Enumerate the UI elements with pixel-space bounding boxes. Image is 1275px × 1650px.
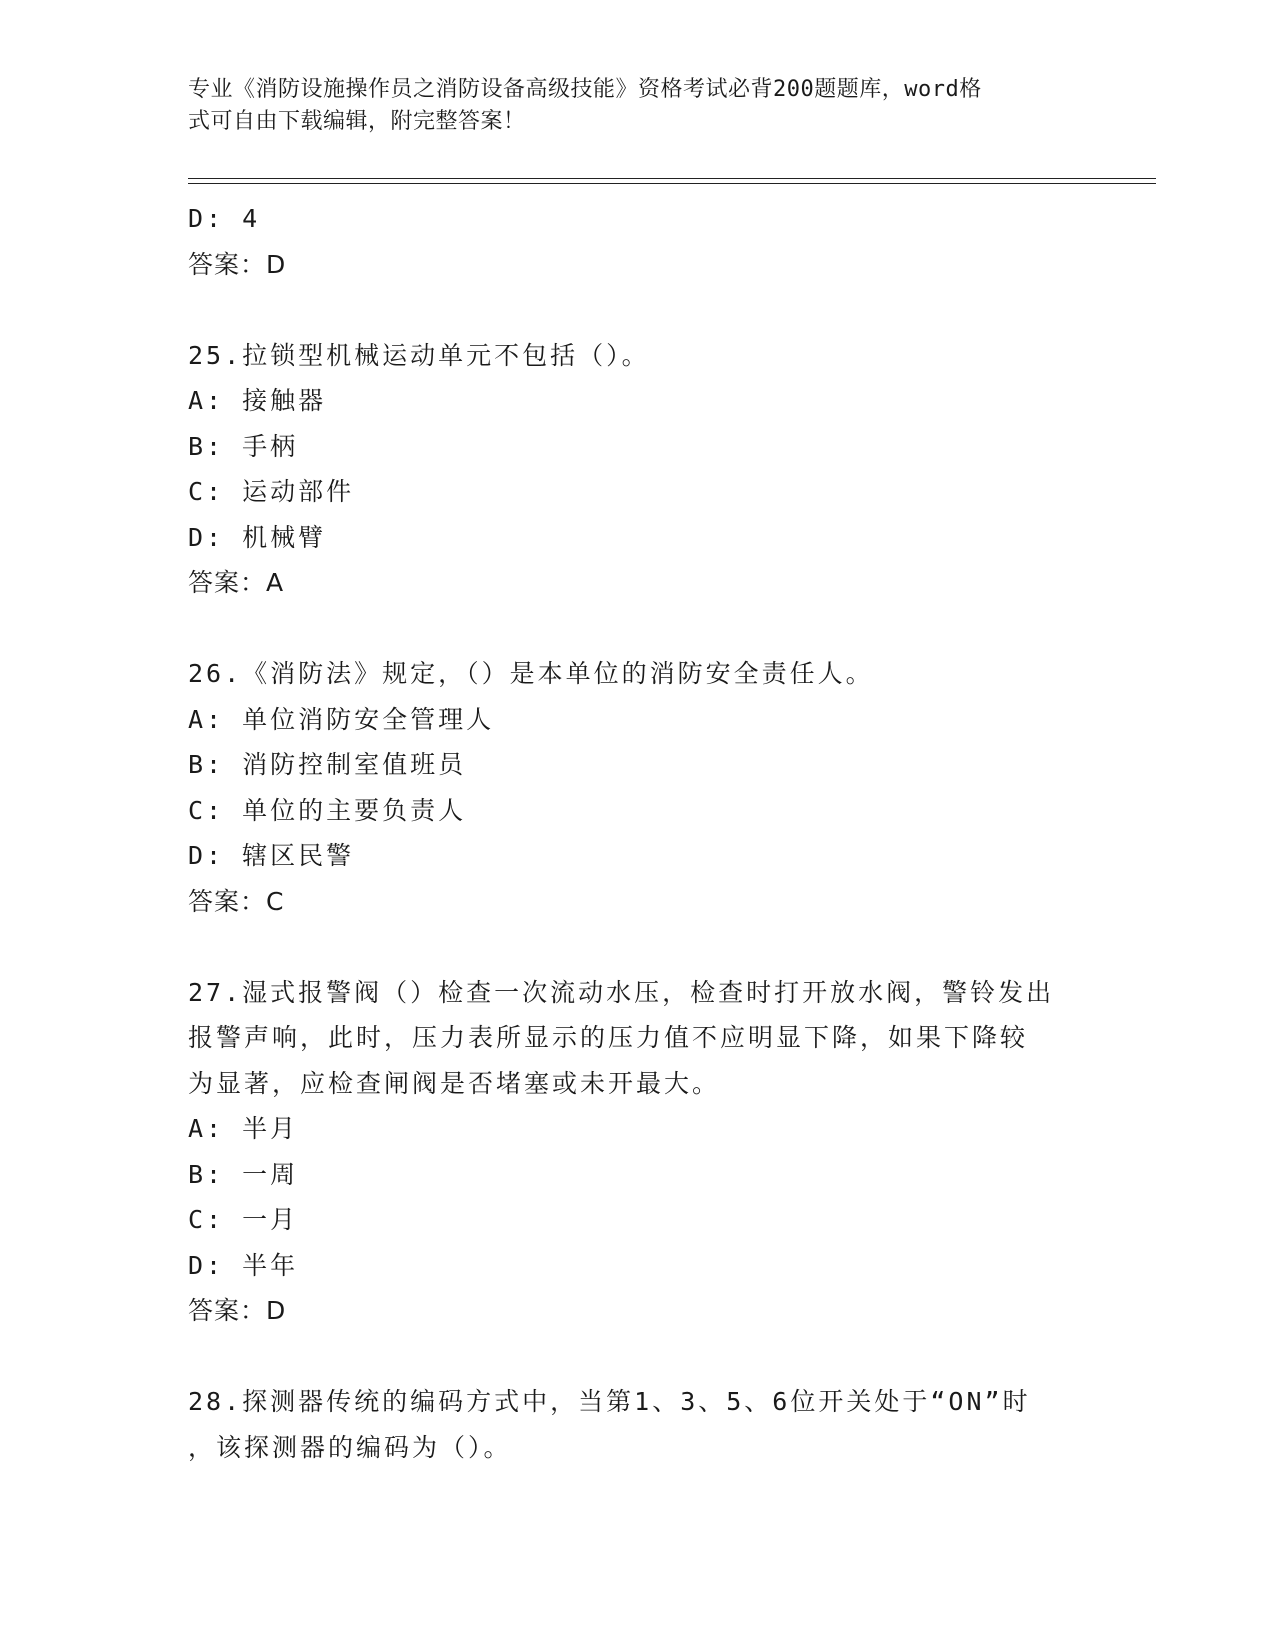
header-line-2: 式可自由下载编辑，附完整答案！ [188, 109, 526, 134]
option-b: B: 一周 [188, 1159, 299, 1189]
option-b: B: 消防控制室值班员 [188, 750, 467, 779]
question-text: 26.《消防法》规定，（）是本单位的消防安全责任人。 [188, 659, 874, 688]
header-divider-top [188, 178, 1156, 179]
option-c: C: 运动部件 [188, 477, 355, 506]
option-d: D: 机械臂 [188, 522, 327, 552]
spacer [188, 606, 1088, 652]
answer-label: 答案：D [188, 1296, 287, 1325]
question-text-line-2: ，该探测器的编码为（）。 [188, 1432, 512, 1462]
answer-label: 答案：A [188, 568, 285, 597]
answer-label: 答案：C [188, 886, 285, 916]
question-text-line-2: 报警声响，此时，压力表所显示的压力值不应明显下降，如果下降较 [188, 1023, 1029, 1052]
option-a: A: 接触器 [188, 386, 327, 415]
question-text-line-3: 为显著，应检查闸阀是否堵塞或未开最大。 [188, 1068, 721, 1098]
spacer [188, 287, 1088, 333]
header-line-1: 专业《消防设施操作员之消防设备高级技能》资格考试必背200题题库，word格 [188, 77, 982, 102]
option-b: B: 手柄 [188, 431, 299, 461]
option-a: A: 单位消防安全管理人 [188, 704, 495, 734]
document-header [188, 74, 1078, 138]
option-d: D: 4 [188, 204, 261, 233]
question-25 [188, 333, 1088, 606]
question-26 [188, 651, 1088, 924]
answer-label: 答案：D [188, 249, 287, 279]
option-d: D: 半年 [188, 1250, 299, 1280]
question-28 [188, 1379, 1088, 1470]
option-d: D: 辖区民警 [188, 841, 355, 870]
question-text-line-1: 28.探测器传统的编码方式中，当第1、3、5、6位开关处于“ON”时 [188, 1387, 1031, 1416]
question-list [188, 196, 1088, 1470]
question-27 [188, 970, 1088, 1334]
question-text: 25.拉锁型机械运动单元不包括（）。 [188, 340, 650, 370]
spacer [188, 924, 1088, 970]
question-text-line-1: 27.湿式报警阀（）检查一次流动水压，检查时打开放水阀，警铃发出 [188, 977, 1055, 1007]
spacer [188, 1334, 1088, 1380]
option-c: C: 一月 [188, 1205, 299, 1234]
header-divider-bottom [188, 183, 1156, 184]
option-a: A: 半月 [188, 1114, 299, 1143]
option-c: C: 单位的主要负责人 [188, 795, 467, 825]
